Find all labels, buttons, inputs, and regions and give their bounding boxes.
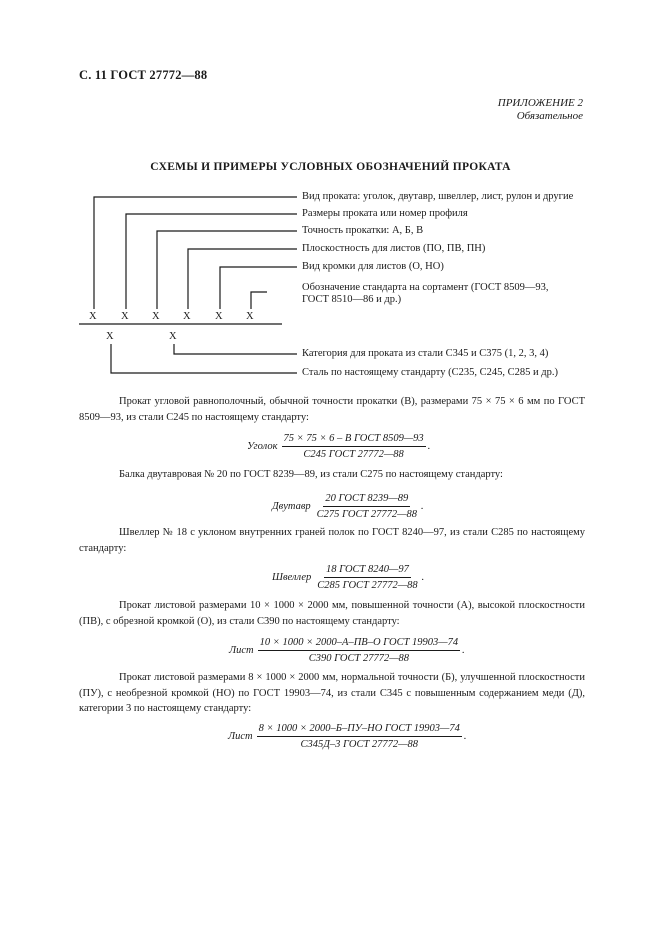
example-4-denominator: С390 ГОСТ 27772—88	[308, 653, 410, 664]
example-3-formula	[272, 563, 424, 592]
scheme-leader-lines	[79, 197, 297, 373]
scheme-mark-1: Х	[89, 311, 97, 322]
example-5-denominator: С345Д–3 ГОСТ 27772—88	[300, 739, 419, 750]
example-5-text: Прокат листовой размерами 8 × 1000 × 2000 мм, нормальной точности (Б), улучшенной плоскостности (ПУ), с необрезной кромкой (НО) по ГОСТ 19903—74, из стали С345 с повышенным содержанием меди (Д), категории 3 по настоящему стандарту:	[79, 672, 585, 714]
scheme-mark-3: Х	[152, 311, 160, 322]
example-1-formula	[247, 432, 430, 461]
leader-line-3	[157, 231, 297, 309]
example-2-end: .	[421, 501, 424, 512]
example-3-prefix: Швеллер	[272, 572, 312, 583]
scheme-mark-5: Х	[215, 311, 223, 322]
example-1-denominator: С245 ГОСТ 27772—88	[303, 449, 404, 460]
example-3-denominator: С285 ГОСТ 27772—88	[317, 580, 418, 591]
scheme-label-type: Вид проката: уголок, двутавр, швеллер, лист, рулон и другие	[302, 191, 574, 202]
leader-line-4	[188, 249, 297, 309]
appendix-label: ПРИЛОЖЕНИЕ 2	[497, 97, 583, 109]
scheme-mark-steel: Х	[106, 331, 114, 342]
example-1-prefix: Уголок	[247, 441, 278, 452]
scheme-mark-4: Х	[183, 311, 191, 322]
example-1-end: .	[427, 441, 431, 452]
example-3-numerator: 18 ГОСТ 8240—97	[324, 563, 411, 578]
scheme-mark-6: Х	[246, 311, 254, 322]
scheme-label-steel: Сталь по настоящему стандарту (С235, С245, С285 и др.)	[302, 367, 558, 378]
leader-line-steel	[111, 344, 297, 373]
scheme-label-accuracy: Точность прокатки: А, Б, В	[302, 225, 424, 236]
scheme-mark-2: Х	[121, 311, 129, 322]
example-4-prefix: Лист	[229, 645, 254, 656]
scheme-mark-category: Х	[169, 331, 177, 342]
appendix-status: Обязательное	[516, 110, 583, 122]
example-2-prefix: Двутавр	[272, 501, 311, 512]
example-2-denominator: С275 ГОСТ 27772—88	[316, 509, 418, 520]
example-4-numerator: 10 × 1000 × 2000–А–ПВ–О ГОСТ 19903—74	[258, 636, 461, 651]
leader-line-2	[126, 214, 297, 309]
example-5-end: .	[463, 731, 467, 742]
example-3-end: .	[421, 572, 425, 583]
example-1-numerator: 75 × 75 × 6 – В ГОСТ 8509—93	[282, 432, 426, 447]
example-1-text: Прокат угловой равнополочный, обычной точности прокатки (В), размерами 75 × 75 × 6 мм по ГОСТ 8509—93, из стали С245 по настоящему стандарту:	[79, 396, 585, 423]
example-5-numerator: 8 × 1000 × 2000–Б–ПУ–НО ГОСТ 19903—74	[257, 722, 462, 737]
example-5-prefix: Лист	[228, 731, 253, 742]
example-4-formula	[229, 636, 465, 665]
example-3-text: Швеллер № 18 с уклоном внутренних граней полок по ГОСТ 8240—97, из стали С285 по настоящему стандарту:	[79, 527, 585, 554]
example-5-formula	[228, 722, 467, 751]
page-header: С. 11 ГОСТ 27772—88	[79, 68, 208, 82]
scheme-label-category: Категория для проката из стали С345 и С375 (1, 2, 3, 4)	[302, 348, 549, 359]
example-2-formula	[272, 492, 424, 521]
example-4-end: .	[462, 645, 465, 656]
scheme-label-standard-1: Обозначение стандарта на сортамент (ГОСТ 8509—93,	[302, 282, 549, 293]
example-4-text: Прокат листовой размерами 10 × 1000 × 2000 мм, повышенной точности (А), высокой плоскостности (ПВ), с обрезной кромкой (О), из стали С390 по настоящему стандарту:	[79, 600, 585, 627]
section-title: СХЕМЫ И ПРИМЕРЫ УСЛОВНЫХ ОБОЗНАЧЕНИЙ ПРОКАТА	[150, 161, 511, 173]
scheme-label-size: Размеры проката или номер профиля	[302, 208, 468, 219]
leader-line-6	[251, 292, 267, 309]
leader-line-5	[220, 267, 297, 309]
leader-line-category	[174, 344, 297, 354]
example-2-numerator: 20 ГОСТ 8239—89	[323, 492, 410, 507]
example-2-text: Балка двутавровая № 20 по ГОСТ 8239—89, из стали С275 по настоящему стандарту:	[119, 469, 503, 480]
scheme-label-standard-2: ГОСТ 8510—86 и др.)	[302, 294, 402, 305]
scheme-label-flatness: Плоскостность для листов (ПО, ПВ, ПН)	[302, 243, 486, 254]
scheme-label-edge: Вид кромки для листов (О, НО)	[302, 261, 444, 272]
